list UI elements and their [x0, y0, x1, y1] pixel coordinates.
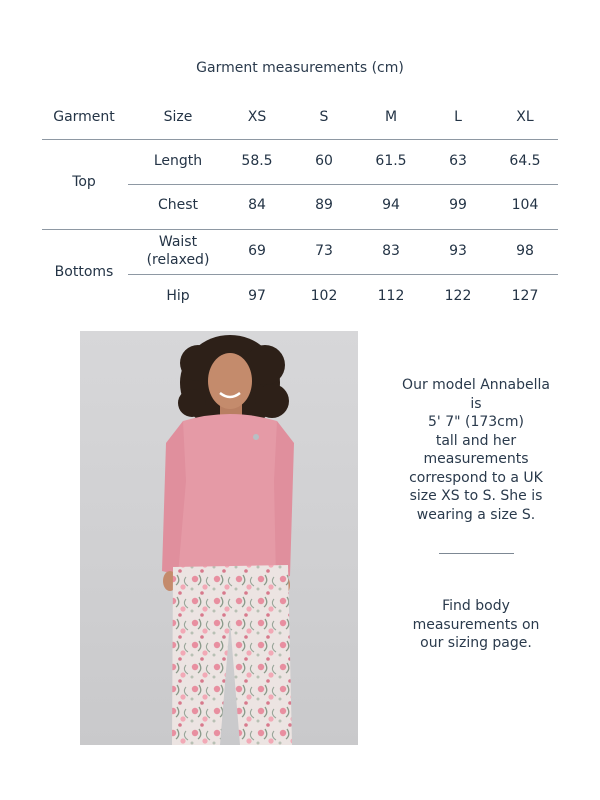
divider-line — [42, 139, 558, 140]
table-cell: 94 — [382, 197, 400, 213]
model-photo — [80, 331, 358, 745]
header-size: Size — [163, 109, 193, 125]
model-note-line: 5' 7" (173cm) — [428, 414, 524, 430]
model-illustration — [80, 331, 358, 745]
row-label-waist-line1: Waist — [158, 234, 198, 250]
table-cell: 69 — [248, 243, 266, 259]
header-m: M — [384, 109, 398, 125]
row-label-hip: Hip — [166, 288, 190, 304]
table-cell: 97 — [248, 288, 266, 304]
sizing-note[interactable] — [396, 597, 556, 653]
divider-line — [42, 229, 558, 230]
model-note-line: size XS to S. She is — [409, 488, 543, 504]
row-label-waist-line2: (relaxed) — [146, 252, 210, 268]
garment-bottoms: Bottoms — [54, 264, 114, 280]
model-note-line: measurements — [423, 451, 529, 467]
table-cell: 60 — [315, 153, 333, 169]
table-cell: 99 — [449, 197, 467, 213]
sizing-note-line: Find body — [442, 598, 510, 614]
divider-line — [128, 274, 558, 275]
table-cell: 58.5 — [241, 153, 273, 169]
header-s: S — [319, 109, 329, 125]
divider-line — [128, 184, 558, 185]
model-note — [396, 376, 556, 524]
model-note-line: Our model Annabella is — [402, 377, 550, 412]
table-cell: 64.5 — [509, 153, 541, 169]
table-cell: 122 — [444, 288, 472, 304]
table-cell: 83 — [382, 243, 400, 259]
note-divider — [439, 553, 514, 554]
table-cell: 84 — [248, 197, 266, 213]
row-label-length: Length — [153, 153, 203, 169]
table-cell: 61.5 — [375, 153, 407, 169]
model-note-line: correspond to a UK — [409, 469, 543, 486]
header-xl: XL — [516, 109, 534, 125]
table-cell: 63 — [449, 153, 467, 169]
table-cell: 127 — [511, 288, 539, 304]
header-garment: Garment — [53, 109, 115, 125]
table-cell: 104 — [511, 197, 539, 213]
table-cell: 98 — [516, 243, 534, 259]
row-label-chest: Chest — [157, 197, 199, 213]
table-cell: 73 — [315, 243, 333, 259]
header-xs: XS — [247, 109, 267, 125]
table-cell: 89 — [315, 197, 333, 213]
garment-top: Top — [72, 174, 96, 190]
header-l: L — [454, 109, 462, 125]
row-label-waist — [128, 233, 228, 269]
model-note-line: tall and her — [435, 432, 517, 449]
table-cell: 112 — [377, 288, 405, 304]
table-cell: 93 — [449, 243, 467, 259]
model-note-line: wearing a size S. — [416, 506, 536, 523]
sizing-note-line: our sizing page. — [420, 635, 532, 651]
table-cell: 102 — [310, 288, 338, 304]
sizing-note-line: measurements on — [412, 616, 540, 633]
table-title: Garment measurements (cm) — [196, 60, 404, 76]
